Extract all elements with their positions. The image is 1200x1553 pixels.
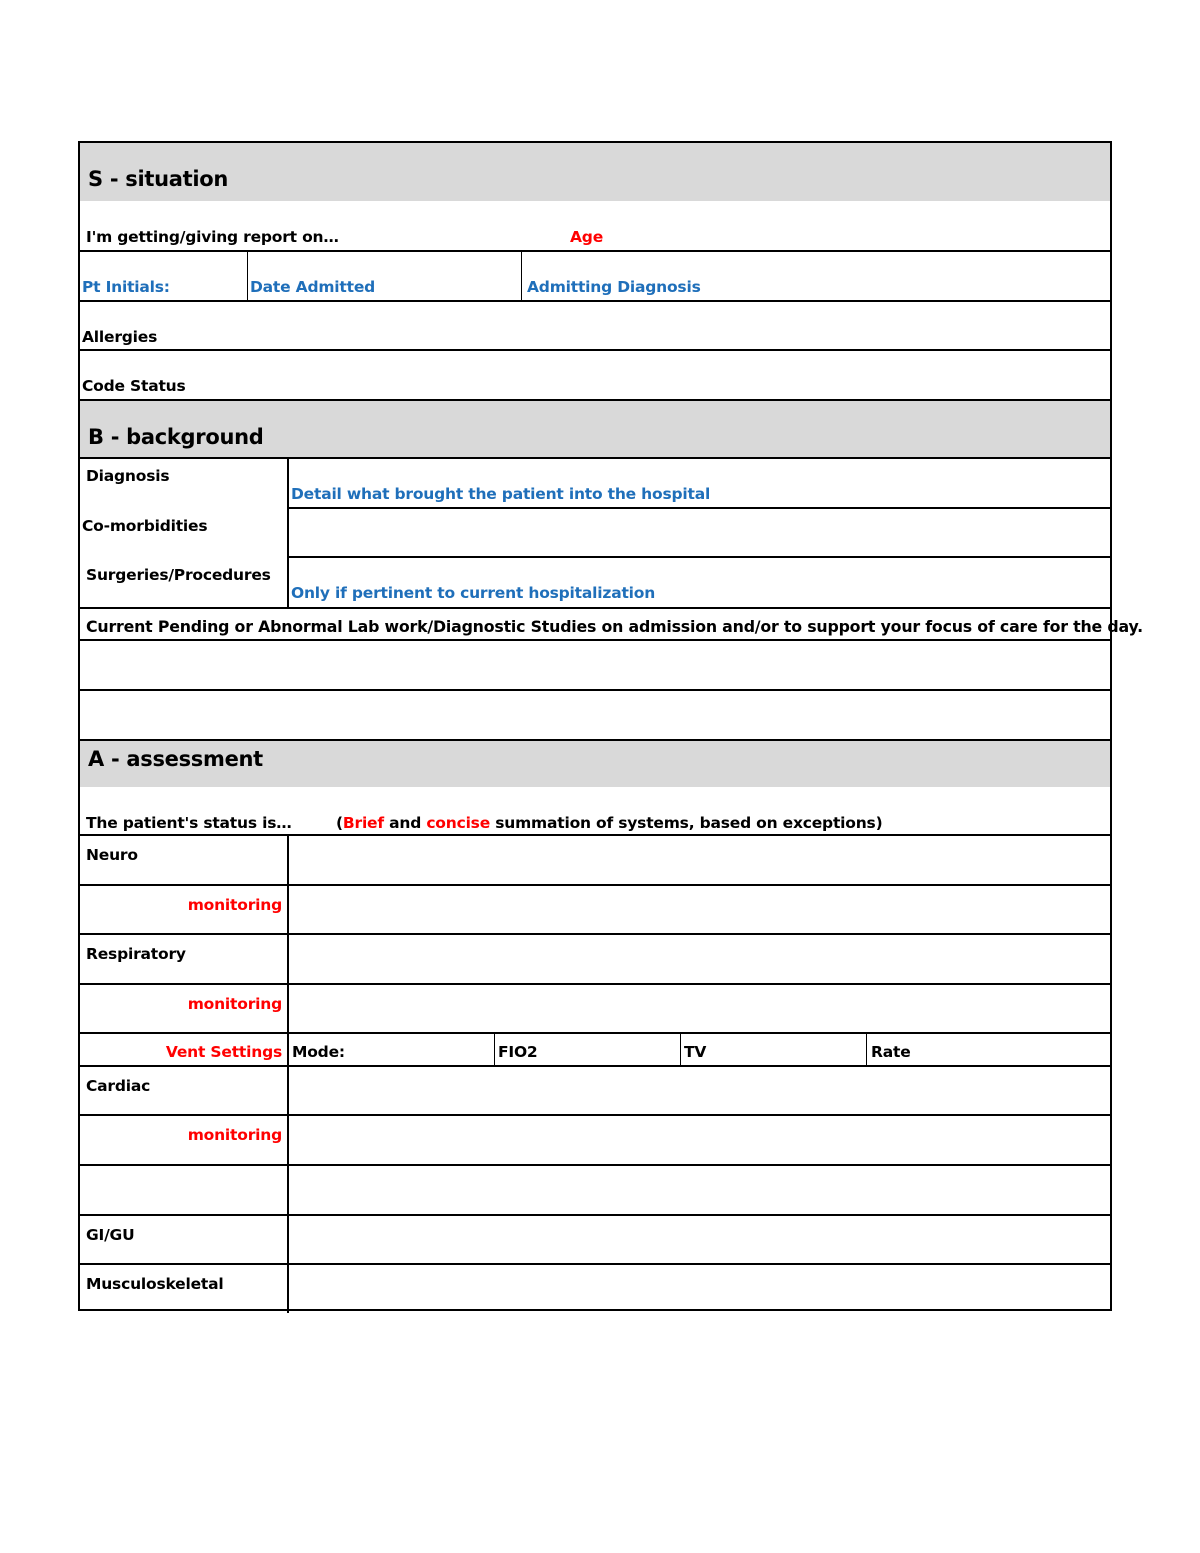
divider [521,252,522,300]
neuro-monitoring-row[interactable] [80,886,1110,935]
neuro-row[interactable] [80,836,1110,886]
status-instructions [336,814,882,832]
divider [289,507,1110,509]
background-left-column [80,459,287,607]
patient-info-row [80,252,1110,302]
sbar-form [78,141,1143,1311]
background-block [80,457,1110,609]
situation-header [80,143,1110,201]
divider [680,1034,681,1065]
musculoskeletal-row[interactable] [80,1265,1110,1309]
status-intro-label: The patient's status is… [86,814,292,832]
neuro-label: Neuro [86,846,138,864]
report-on-row[interactable] [80,201,1110,252]
labs-label: Current Pending or Abnormal Lab work/Diagnostic Studies on admission and/or to support your focus of care for the day. [86,617,1143,636]
fio2-label[interactable]: FIO2 [498,1043,538,1061]
status-rest: summation of systems, based on exceptions) [490,814,883,832]
divider [289,556,1110,558]
report-on-label: I'm getting/giving report on… [86,228,339,246]
assessment-header [80,741,1110,787]
surgeries-hint: Only if pertinent to current hospitalization [291,584,656,602]
comorbidities-label: Co-morbidities [82,517,208,535]
neuro-monitoring-label: monitoring [187,896,282,914]
allergies-row[interactable] [80,302,1110,351]
date-admitted-label: Date Admitted [250,278,376,296]
status-row [80,787,1110,836]
situation-title: S - situation [88,167,229,191]
vent-settings-label: Vent Settings [165,1043,282,1061]
surgeries-label: Surgeries/Procedures [86,566,271,584]
diagnosis-label: Diagnosis [86,467,170,485]
pt-initials-label: Pt Initials: [82,278,170,296]
cardiac-row[interactable] [80,1067,1110,1116]
gigu-row[interactable] [80,1216,1110,1265]
respiratory-label: Respiratory [86,945,186,963]
respiratory-monitoring-row[interactable] [80,985,1110,1034]
divider [866,1034,867,1065]
cardiac-monitoring-row[interactable] [80,1116,1110,1166]
tv-label[interactable]: TV [684,1043,707,1061]
gigu-label: GI/GU [86,1226,135,1244]
respiratory-row[interactable] [80,935,1110,985]
labs-entry-row-1[interactable] [80,641,1110,691]
background-header [80,401,1110,457]
mode-label[interactable]: Mode: [292,1043,345,1061]
status-concise: concise [426,814,491,832]
code-status-label: Code Status [82,377,186,395]
divider [247,252,248,300]
vent-settings-row [80,1034,1110,1067]
status-open-paren: ( [336,814,343,832]
admitting-diagnosis-label: Admitting Diagnosis [527,278,701,296]
code-status-row[interactable] [80,351,1110,401]
cardiac-monitoring-label: monitoring [187,1126,282,1144]
labs-row [80,609,1143,641]
status-brief: Brief [342,814,384,832]
divider [494,1034,495,1065]
age-label: Age [570,228,604,246]
respiratory-monitoring-label: monitoring [187,995,282,1013]
allergies-label: Allergies [82,328,158,346]
assessment-title: A - assessment [88,747,263,771]
musculoskeletal-label: Musculoskeletal [86,1275,224,1293]
blank-row[interactable] [80,1166,1110,1216]
divider [287,459,289,607]
diagnosis-hint: Detail what brought the patient into the hospital [291,485,711,503]
cardiac-label: Cardiac [86,1077,151,1095]
background-title: B - background [88,425,264,449]
labs-entry-row-2[interactable] [80,691,1110,741]
rate-label[interactable]: Rate [871,1043,911,1061]
status-and: and [383,814,427,832]
